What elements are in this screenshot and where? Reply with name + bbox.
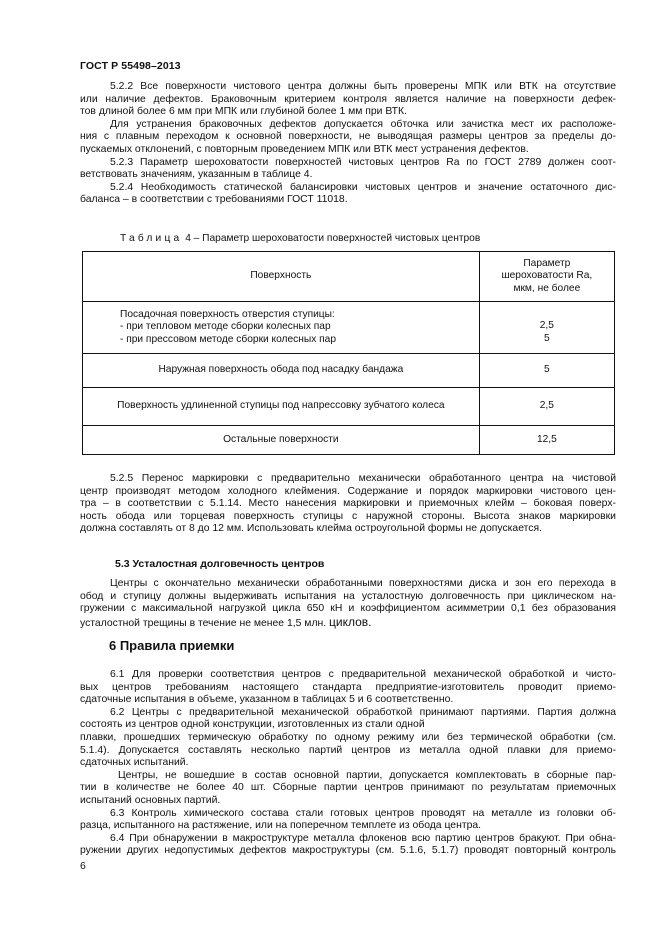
table-row [83,302,615,354]
section-5-3-title: 5.3 Усталостная долговечность центров [115,558,325,570]
table-caption-word: Таблица [120,233,183,244]
table-header-row [83,252,615,302]
text-line: пускаемых отклонений, с повторным проведением МПК или ВТК мест устранения дефектов. [80,143,529,155]
header-param-line: шероховатости Ra, [501,270,593,282]
text-line: плавки, прошедших термическую обработку по одному режиму или без термической обработки (см. [80,731,616,743]
text-fragment: циклов. [329,614,372,629]
text-line: ность обода или торцевая поверхность ступицы с наружной стороны. Высота знаков маркировки [80,510,616,522]
section-6-body [80,669,616,858]
table-cell-surface: Наружная поверхность обода под насадку бандажа [83,354,480,388]
value-line: 2,5 [539,320,554,332]
text-line: состоять из центров одной конструкции, изготовленных из стали одной [80,719,425,731]
text-line [80,616,616,631]
table-cell-surface: Поверхность удлиненной ступицы под напрессовку зубчатого колеса [83,388,480,426]
text-line: вых центров требованиям настоящего стандарта предприятие-изготовитель проводит приемо- [80,681,616,693]
text-line: Для устранения браковочных дефектов допускается обточка или зачистка мест их расположе- [110,118,616,130]
table-cell-value: 2,5 [479,388,614,426]
text-line: 6.4 При обнаружении в макроструктуре металла флокенов всю партию центров бракуют. При обна- [110,832,616,844]
text-line: тов длиной более 6 мм при МПК или глубиной более 1 мм при ВТК. [80,106,407,118]
table-row [83,388,615,426]
paragraph-5-2-2-to-5-2-4 [80,81,616,207]
text-line: центр производят методом холодного клеймения. Содержание и порядок маркировки чистового цен- [80,485,616,497]
text-line: 5.1.4). Допускается составлять несколько партий центров из металла одной плавки для приемо- [80,744,616,756]
text-line: ветствовать значениям, указанным в таблице 4. [80,169,313,181]
text-line: баланса – в соответствии с требованиями ГОСТ 11018. [80,194,348,206]
text-line: обод и ступицу должны выдерживать испытания на усталостную долговечность при циклическом на- [80,590,616,602]
text-line: 6.2 Центры с предварительной механической обработкой принимают партиями. Партия должна [110,706,616,718]
table-row [83,426,615,455]
text-line: тра – в соответствии с 5.1.14. Место нанесения маркировки и приемочных клейм – боковая поверх- [80,498,616,510]
text-line: 5.2.2 Все поверхности чистового центра должны быть проверены МПК или ВТК на отсутствие [110,81,616,92]
text-line: гружении с максимальной нагрузкой цикла 650 кН и коэффициентом асимметрии 0,1 без образования [80,603,616,615]
text-line: разца, испытанного на растяжение, или на поперечном темплете из обода центра. [80,820,482,832]
surface-line: - при тепловом методе сборки колесных пар [120,321,331,333]
table-4-caption [120,233,480,244]
surface-line: - при прессовом методе сборки колесных пар [120,333,336,345]
text-line: ния с плавным переходом к основной поверхности, не выводящая размеры центров за пределы до- [80,131,616,143]
header-param-line: Параметр [523,257,571,269]
value-line: 5 [544,332,550,344]
header-surface: Поверхность [83,252,480,302]
text-line: испытаний основных партий. [80,794,221,806]
document-header-code: ГОСТ Р 55498–2013 [80,60,181,72]
text-line: должна составлять от 8 до 12 мм. Использовать клейма остроугольной формы не допускается. [80,523,542,535]
table-cell-value: 5 [479,354,614,388]
table-cell-value: 12,5 [479,426,614,455]
header-param-line: мкм, не более [513,282,581,294]
table-cell-surface: Остальные поверхности [83,426,480,455]
table-cell-value [479,302,614,354]
text-fragment: усталостной трещины в течение не менее 1,5 млн. [80,617,327,629]
text-line: сдаточные испытания в объеме, указанном в таблицах 5 и 6 соответственно. [80,694,454,706]
surface-line: Посадочная поверхность отверстия ступицы: [120,308,335,320]
text-line: сдаточных испытаний. [80,757,189,769]
text-line: ружении других недопустимых дефектов макроструктуры (см. 5.1.6, 5.1.7) проводят повторный контроль [80,845,616,857]
table-row [83,354,615,388]
page-number: 6 [80,861,86,872]
text-line: Центры, не вошедшие в состав основной партии, допускается комплектовать в сборные пар- [118,769,616,781]
text-line: 5.2.3 Параметр шероховатости поверхностей чистовых центров Ra по ГОСТ 2789 должен соот- [110,156,616,168]
header-parameter [479,252,614,302]
paragraph-5-2-5 [80,473,616,536]
table-cell-surface [83,302,480,354]
text-line: 5.2.4 Необходимость статической балансировки чистовых центров и значение остаточного дис- [110,181,616,193]
text-line: 6.1 Для проверки соответствия центров с предварительной механической обработкой и чисто- [110,669,616,680]
roughness-table [82,251,615,455]
text-line: 5.2.5 Перенос маркировки с предварительно механически обработанного центра на чистовой [110,473,616,484]
table-caption-text: 4 – Параметр шероховатости поверхностей чистовых центров [185,233,481,244]
text-line: Центры с окончательно механически обработанными поверхностями диска и зон его перехода в [110,578,616,589]
text-line: тии в количестве не более 40 шт. Сборные партии центров принимают по результатам приемочных [80,782,616,794]
text-line: или наличие дефектов. Браковочным критерием контроля является наличие на поверхности дефек- [80,93,616,105]
section-6-title: 6 Правила приемки [109,638,235,653]
section-5-3-body [80,578,616,630]
text-line: 6.3 Контроль химического состава стали готовых центров проводят на металле из головки об- [110,807,616,819]
